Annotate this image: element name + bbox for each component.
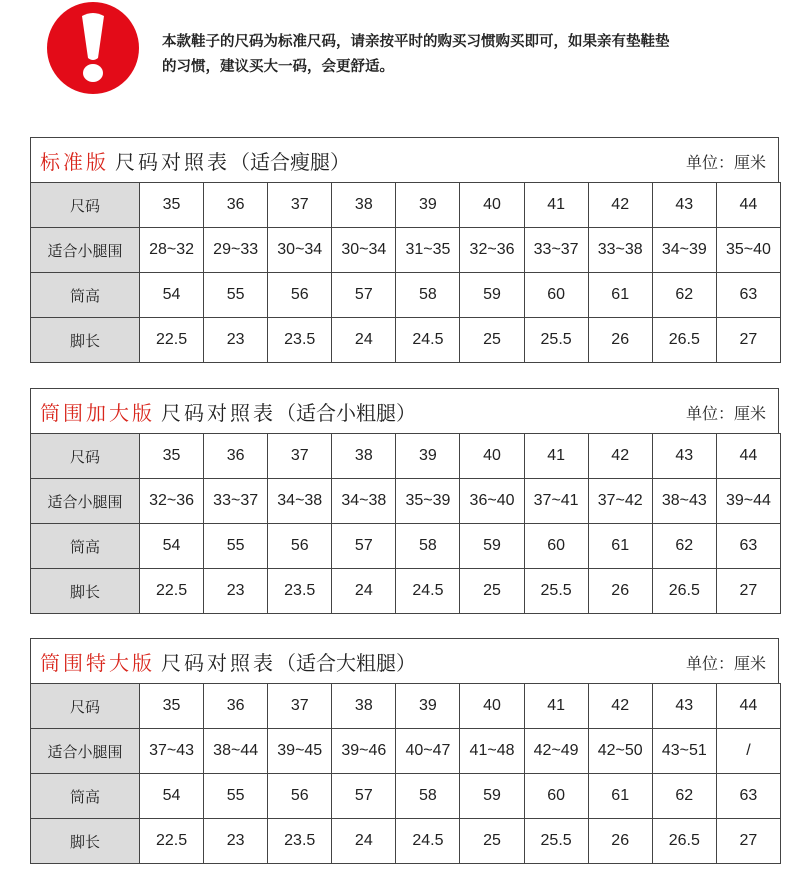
notice-line-1: 本款鞋子的尺码为标准尺码，请亲按平时的购买习惯购买即可，如果亲有垫鞋垫 <box>162 34 670 50</box>
table-cell: 43 <box>652 183 716 228</box>
table-cell: 30~34 <box>332 228 396 273</box>
table-cell: 35 <box>140 183 204 228</box>
table-cell: 57 <box>332 524 396 569</box>
table-cell: 56 <box>268 774 332 819</box>
table-cell: 38~43 <box>652 479 716 524</box>
unit-label: 单位：厘米 <box>685 654 766 673</box>
table-cell: 27 <box>716 569 780 614</box>
table-header <box>30 638 779 683</box>
row-header: 筒高 <box>31 524 140 569</box>
table-cell: 59 <box>460 273 524 318</box>
chart-title: 尺码对照表 <box>161 651 276 675</box>
table-cell: 44 <box>716 684 780 729</box>
table-cell: 37~43 <box>140 729 204 774</box>
table-cell: 23.5 <box>268 819 332 864</box>
table-cell: 39~46 <box>332 729 396 774</box>
table-cell: 43 <box>652 434 716 479</box>
table-cell: 39 <box>396 183 460 228</box>
table-cell: 54 <box>140 774 204 819</box>
table-cell: 35~39 <box>396 479 460 524</box>
table-cell: 40 <box>460 183 524 228</box>
table-row <box>31 228 781 273</box>
table-cell: 39~44 <box>716 479 780 524</box>
table-cell: 37 <box>268 434 332 479</box>
table-cell: 39 <box>396 434 460 479</box>
table-cell: 58 <box>396 524 460 569</box>
table-cell: 35~40 <box>716 228 780 273</box>
table-cell: 37 <box>268 183 332 228</box>
table-cell: 34~39 <box>652 228 716 273</box>
table-cell: 59 <box>460 774 524 819</box>
table-cell: 54 <box>140 524 204 569</box>
chart-title: 尺码对照表 <box>115 150 230 174</box>
table-header <box>30 137 779 182</box>
table-cell: 35 <box>140 434 204 479</box>
table-cell: 29~33 <box>204 228 268 273</box>
table-cell: 55 <box>204 774 268 819</box>
table-cell: 61 <box>588 273 652 318</box>
table-cell: 24.5 <box>396 569 460 614</box>
table-cell: 34~38 <box>332 479 396 524</box>
table-row <box>31 318 781 363</box>
table-cell: 42~49 <box>524 729 588 774</box>
table-cell: 57 <box>332 774 396 819</box>
row-header: 脚长 <box>31 318 140 363</box>
unit-label: 单位：厘米 <box>685 404 766 423</box>
table-row <box>31 524 781 569</box>
table-cell: 24 <box>332 318 396 363</box>
table-cell: 24 <box>332 819 396 864</box>
table-cell: 39~45 <box>268 729 332 774</box>
table-cell: 40 <box>460 434 524 479</box>
table-cell: 33~37 <box>524 228 588 273</box>
row-header: 脚长 <box>31 819 140 864</box>
size-table-standard <box>30 137 779 363</box>
size-table <box>30 433 781 614</box>
table-cell: 25 <box>460 318 524 363</box>
size-notice <box>47 2 787 94</box>
table-row <box>31 819 781 864</box>
table-cell: 63 <box>716 273 780 318</box>
table-cell: 23.5 <box>268 318 332 363</box>
table-title <box>40 397 416 426</box>
table-cell: 56 <box>268 273 332 318</box>
table-row <box>31 183 781 228</box>
table-row <box>31 569 781 614</box>
table-title <box>40 647 416 676</box>
table-cell: 22.5 <box>140 318 204 363</box>
table-cell: 38 <box>332 434 396 479</box>
table-cell: 57 <box>332 273 396 318</box>
table-cell: 26.5 <box>652 819 716 864</box>
row-header: 适合小腿围 <box>31 729 140 774</box>
notice-text <box>162 30 670 80</box>
table-cell: 23.5 <box>268 569 332 614</box>
unit-label: 单位：厘米 <box>685 153 766 172</box>
table-cell: 38~44 <box>204 729 268 774</box>
table-cell: 26 <box>588 318 652 363</box>
table-cell: 23 <box>204 318 268 363</box>
table-cell: 55 <box>204 524 268 569</box>
table-cell: 41~48 <box>460 729 524 774</box>
table-cell: 41 <box>524 183 588 228</box>
table-cell: 58 <box>396 273 460 318</box>
size-table <box>30 683 781 864</box>
table-row <box>31 479 781 524</box>
table-header <box>30 388 779 433</box>
fit-note: （适合小粗腿） <box>276 401 416 425</box>
table-cell: 31~35 <box>396 228 460 273</box>
table-cell: 60 <box>524 774 588 819</box>
table-cell: 61 <box>588 774 652 819</box>
table-cell: 36 <box>204 684 268 729</box>
table-cell: 35 <box>140 684 204 729</box>
table-cell: 56 <box>268 524 332 569</box>
table-cell: 32~36 <box>460 228 524 273</box>
table-row <box>31 774 781 819</box>
table-cell: 60 <box>524 273 588 318</box>
table-cell: 62 <box>652 524 716 569</box>
table-cell: 30~34 <box>268 228 332 273</box>
row-header: 适合小腿围 <box>31 228 140 273</box>
row-header: 尺码 <box>31 684 140 729</box>
table-cell: 44 <box>716 434 780 479</box>
table-cell: 63 <box>716 524 780 569</box>
table-cell: 25 <box>460 819 524 864</box>
table-cell: 27 <box>716 318 780 363</box>
table-cell: 41 <box>524 684 588 729</box>
table-cell: 33~37 <box>204 479 268 524</box>
table-cell: 36 <box>204 183 268 228</box>
row-header: 筒高 <box>31 273 140 318</box>
table-cell: 36~40 <box>460 479 524 524</box>
table-cell: 24 <box>332 569 396 614</box>
notice-line-2: 的习惯，建议买大一码，会更舒适。 <box>162 59 394 75</box>
table-cell: 37~42 <box>588 479 652 524</box>
table-row <box>31 273 781 318</box>
row-header: 尺码 <box>31 183 140 228</box>
table-cell: 62 <box>652 273 716 318</box>
table-cell: 25.5 <box>524 569 588 614</box>
row-header: 适合小腿围 <box>31 479 140 524</box>
table-cell: 24.5 <box>396 819 460 864</box>
table-cell: 41 <box>524 434 588 479</box>
table-cell: 42~50 <box>588 729 652 774</box>
table-cell: 43 <box>652 684 716 729</box>
table-cell: 23 <box>204 569 268 614</box>
table-cell: 38 <box>332 684 396 729</box>
variant-label: 标准版 <box>40 150 109 174</box>
table-cell: 22.5 <box>140 569 204 614</box>
table-row <box>31 729 781 774</box>
table-cell: 55 <box>204 273 268 318</box>
table-cell: 38 <box>332 183 396 228</box>
table-cell: 27 <box>716 819 780 864</box>
table-cell: 59 <box>460 524 524 569</box>
size-table <box>30 182 781 363</box>
table-cell: 25.5 <box>524 318 588 363</box>
table-cell: 63 <box>716 774 780 819</box>
size-table-extra-wide <box>30 638 779 864</box>
table-cell: 32~36 <box>140 479 204 524</box>
table-cell: 34~38 <box>268 479 332 524</box>
fit-note: （适合大粗腿） <box>276 651 416 675</box>
table-cell: 37 <box>268 684 332 729</box>
table-cell: 40 <box>460 684 524 729</box>
variant-label: 筒围加大版 <box>40 401 155 425</box>
table-cell: 26 <box>588 819 652 864</box>
table-cell: 33~38 <box>588 228 652 273</box>
table-cell: 22.5 <box>140 819 204 864</box>
table-cell: 42 <box>588 434 652 479</box>
table-cell: 43~51 <box>652 729 716 774</box>
table-cell: 26.5 <box>652 318 716 363</box>
table-cell: 25.5 <box>524 819 588 864</box>
table-cell: 42 <box>588 684 652 729</box>
row-header: 尺码 <box>31 434 140 479</box>
table-cell: 24.5 <box>396 318 460 363</box>
table-cell: 37~41 <box>524 479 588 524</box>
table-cell: / <box>716 729 780 774</box>
table-cell: 39 <box>396 684 460 729</box>
fit-note: （适合瘦腿） <box>230 150 350 174</box>
table-cell: 54 <box>140 273 204 318</box>
table-cell: 40~47 <box>396 729 460 774</box>
table-cell: 60 <box>524 524 588 569</box>
table-cell: 28~32 <box>140 228 204 273</box>
chart-title: 尺码对照表 <box>161 401 276 425</box>
table-cell: 62 <box>652 774 716 819</box>
table-cell: 61 <box>588 524 652 569</box>
table-cell: 42 <box>588 183 652 228</box>
variant-label: 筒围特大版 <box>40 651 155 675</box>
table-cell: 26 <box>588 569 652 614</box>
size-table-wide <box>30 388 779 614</box>
row-header: 筒高 <box>31 774 140 819</box>
table-cell: 58 <box>396 774 460 819</box>
table-cell: 44 <box>716 183 780 228</box>
exclamation-circle-icon <box>47 2 139 94</box>
row-header: 脚长 <box>31 569 140 614</box>
table-row <box>31 434 781 479</box>
table-cell: 25 <box>460 569 524 614</box>
table-cell: 23 <box>204 819 268 864</box>
table-cell: 26.5 <box>652 569 716 614</box>
table-title <box>40 146 350 175</box>
table-cell: 36 <box>204 434 268 479</box>
table-row <box>31 684 781 729</box>
